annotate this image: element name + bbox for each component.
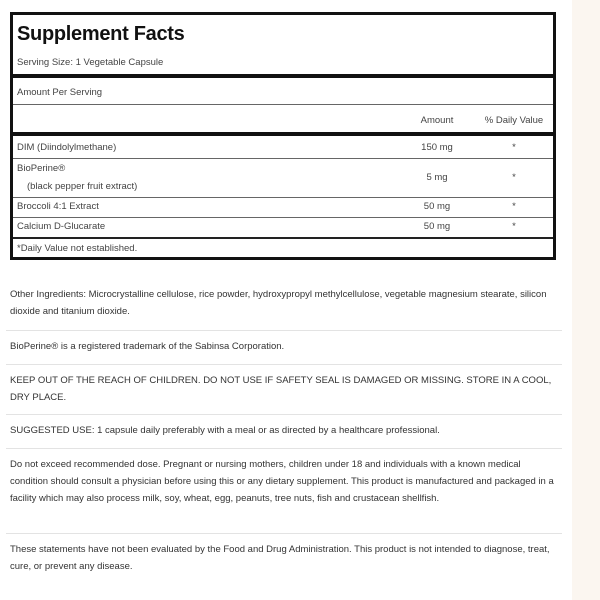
divider: [13, 158, 553, 159]
ingredient-amount: 50 mg: [423, 201, 451, 212]
divider: [13, 217, 553, 218]
ingredient-name: Calcium D-Glucarate: [17, 221, 106, 232]
ingredient-daily-value: *: [512, 201, 516, 212]
ingredient-amount: 5 mg: [426, 172, 448, 183]
amount-per-serving-label: Amount Per Serving: [17, 87, 103, 98]
warning-text: KEEP OUT OF THE REACH OF CHILDREN. DO NOT USE IF SAFETY SEAL IS DAMAGED OR MISSING. STORE IN A COOL, DRY PLACE.: [10, 375, 552, 403]
ingredient-daily-value: *: [512, 172, 516, 183]
col-header-amount: Amount: [420, 115, 454, 126]
col-header-daily-value: % Daily Value: [484, 115, 544, 126]
other-ingredients: Other Ingredients: Microcrystalline cellulose, rice powder, hydroxypropyl methylcellulose, vegetable magnesium stearate, silicon dioxide and titanium dioxide.: [10, 289, 547, 317]
divider-thick: [13, 74, 553, 78]
divider-thick: [13, 132, 553, 136]
separator: [6, 448, 562, 449]
ingredient-name: Broccoli 4:1 Extract: [17, 201, 99, 212]
caution-text: Do not exceed recommended dose. Pregnant or nursing mothers, children under 18 and individuals with a known medical condition should consult a physician before using this or any dietary supplement. This product is manufactured and packaged in a facility which may also process milk, soy, wheat, egg, peanuts, tree nuts, fish and crustacean shellfish.: [10, 459, 554, 504]
ingredient-daily-value: *: [512, 221, 516, 232]
ingredient-amount: 150 mg: [421, 142, 453, 153]
ingredient-subtitle: (black pepper fruit extract): [27, 181, 138, 192]
fda-disclaimer: These statements have not been evaluated by the Food and Drug Administration. This product is not intended to diagnose, treat, cure, or prevent any disease.: [10, 544, 550, 572]
separator: [6, 414, 562, 415]
separator: [6, 533, 562, 534]
ingredient-amount: 50 mg: [423, 221, 451, 232]
supplement-facts-panel: [10, 12, 556, 260]
suggested-use: SUGGESTED USE: 1 capsule daily preferably with a meal or as directed by a healthcare professional.: [10, 425, 440, 436]
ingredient-name: BioPerine®: [17, 163, 66, 174]
ingredient-name: DIM (Diindolylmethane): [17, 142, 117, 153]
facts-title: Supplement Facts: [17, 23, 185, 45]
separator: [6, 330, 562, 331]
serving-size: Serving Size: 1 Vegetable Capsule: [17, 57, 164, 68]
facts-footnote: *Daily Value not established.: [17, 243, 138, 254]
ingredient-daily-value: *: [512, 142, 516, 153]
trademark-notice: BioPerine® is a registered trademark of the Sabinsa Corporation.: [10, 341, 285, 352]
divider: [13, 104, 553, 105]
divider: [13, 197, 553, 198]
divider: [13, 237, 553, 239]
separator: [6, 364, 562, 365]
